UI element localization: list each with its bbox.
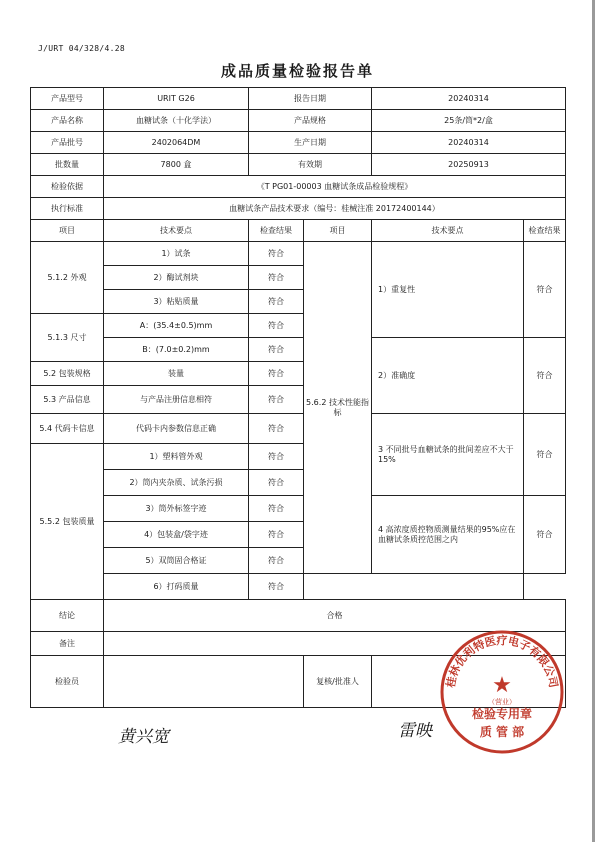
performance-res-3: 符合 <box>524 414 566 496</box>
product-name-label: 产品名称 <box>31 110 104 132</box>
basis-value: 《T PG01-00003 血糖试条成品检验规程》 <box>104 176 566 198</box>
performance-res-2: 符合 <box>524 338 566 414</box>
approver-signature: 雷映 <box>398 721 432 741</box>
inspection-report-table <box>30 87 566 708</box>
report-date-label: 报告日期 <box>249 88 372 110</box>
package-quality-res-4: 符合 <box>249 522 304 548</box>
spec-label: 产品规格 <box>249 110 372 132</box>
product-model-value: URIT G26 <box>104 88 249 110</box>
header-requirement-2: 技术要点 <box>372 220 524 242</box>
inspector-signature: 黄兴宽 <box>118 727 169 747</box>
production-date-label: 生产日期 <box>249 132 372 154</box>
package-spec-res: 符合 <box>249 362 304 386</box>
inspector-label: 检验员 <box>31 656 104 708</box>
page-title: 成品质量检验报告单 <box>220 62 374 80</box>
seal-small-text: （营业） <box>488 698 516 706</box>
size-res-1: 符合 <box>249 314 304 338</box>
package-quality-req-2: 2）筒内夹杂质、试条污损 <box>104 470 249 496</box>
document-number: J/URT 04/328/4.28 <box>38 44 125 53</box>
package-quality-req-1: 1）塑料管外观 <box>104 444 249 470</box>
product-info-req: 与产品注册信息相符 <box>104 386 249 414</box>
product-name-value: 血糖试条（十化学法） <box>104 110 249 132</box>
code-card-res: 符合 <box>249 414 304 444</box>
package-quality-req-6: 6）打码质量 <box>104 574 249 600</box>
quantity-value: 7800 盒 <box>104 154 249 176</box>
size-res-2: 符合 <box>249 338 304 362</box>
appearance-req-2: 2）酶试剂块 <box>104 266 249 290</box>
company-seal <box>438 628 566 756</box>
right-group-performance: 5.6.2 技术性能指标 <box>304 242 372 574</box>
header-item: 项目 <box>31 220 104 242</box>
basis-label: 检验依据 <box>31 176 104 198</box>
performance-res-4: 符合 <box>524 496 566 574</box>
seal-outer-text: 桂林优利特医疗电子有限公司 <box>444 634 560 689</box>
conclusion-label: 结论 <box>31 600 104 632</box>
appearance-res-1: 符合 <box>249 242 304 266</box>
package-quality-req-5: 5）双筒固合格证 <box>104 548 249 574</box>
seal-star-icon: ★ <box>492 673 512 698</box>
remark-label: 备注 <box>31 632 104 656</box>
product-model-label: 产品型号 <box>31 88 104 110</box>
header-result: 检查结果 <box>249 220 304 242</box>
package-quality-res-6: 符合 <box>249 574 304 600</box>
appearance-res-3: 符合 <box>249 290 304 314</box>
batch-label: 产品批号 <box>31 132 104 154</box>
package-quality-req-3: 3）筒外标签字迹 <box>104 496 249 522</box>
right-empty-cell <box>304 574 524 600</box>
size-req-1: A：(35.4±0.5)mm <box>104 314 249 338</box>
size-req-2: B：(7.0±0.2)mm <box>104 338 249 362</box>
spec-value: 25条/筒*2/盒 <box>372 110 566 132</box>
code-card-req: 代码卡内参数信息正确 <box>104 414 249 444</box>
seal-mid-text: 检验专用章 <box>471 707 533 721</box>
package-quality-res-3: 符合 <box>249 496 304 522</box>
production-date-value: 20240314 <box>372 132 566 154</box>
header-item-2: 项目 <box>304 220 372 242</box>
group-product-info: 5.3 产品信息 <box>31 386 104 414</box>
report-date-value: 20240314 <box>372 88 566 110</box>
header-result-2: 检查结果 <box>524 220 566 242</box>
group-package-spec: 5.2 包装规格 <box>31 362 104 386</box>
performance-req-1: 1）重复性 <box>372 242 524 338</box>
inspector-signature-cell <box>104 656 304 708</box>
group-package-quality: 5.5.2 包装质量 <box>31 444 104 600</box>
package-quality-res-1: 符合 <box>249 444 304 470</box>
package-quality-res-2: 符合 <box>249 470 304 496</box>
performance-req-4: 4 高浓度质控物质测量结果的95%应在血糖试条质控范围之内 <box>372 496 524 574</box>
batch-value: 2402064DM <box>104 132 249 154</box>
group-size: 5.1.3 尺寸 <box>31 314 104 362</box>
standard-label: 执行标准 <box>31 198 104 220</box>
standard-value: 血糖试条产品技术要求（编号：桂械注准 20172400144） <box>104 198 566 220</box>
seal-inner-text: 质 管 部 <box>479 725 525 739</box>
appearance-res-2: 符合 <box>249 266 304 290</box>
conclusion-value: 合格 <box>104 600 566 632</box>
performance-req-3: 3 不同批号血糖试条的批间差应不大于15% <box>372 414 524 496</box>
appearance-req-3: 3）粘贴质量 <box>104 290 249 314</box>
approver-label: 复核/批准人 <box>304 656 372 708</box>
performance-res-1: 符合 <box>524 242 566 338</box>
quantity-label: 批数量 <box>31 154 104 176</box>
group-code-card: 5.4 代码卡信息 <box>31 414 104 444</box>
expiry-label: 有效期 <box>249 154 372 176</box>
package-spec-req: 装量 <box>104 362 249 386</box>
appearance-req-1: 1）试条 <box>104 242 249 266</box>
package-quality-req-4: 4）包装盒/袋字迹 <box>104 522 249 548</box>
package-quality-res-5: 符合 <box>249 548 304 574</box>
performance-req-2: 2）准确度 <box>372 338 524 414</box>
product-info-res: 符合 <box>249 386 304 414</box>
expiry-value: 20250913 <box>372 154 566 176</box>
header-requirement: 技术要点 <box>104 220 249 242</box>
group-appearance: 5.1.2 外观 <box>31 242 104 314</box>
